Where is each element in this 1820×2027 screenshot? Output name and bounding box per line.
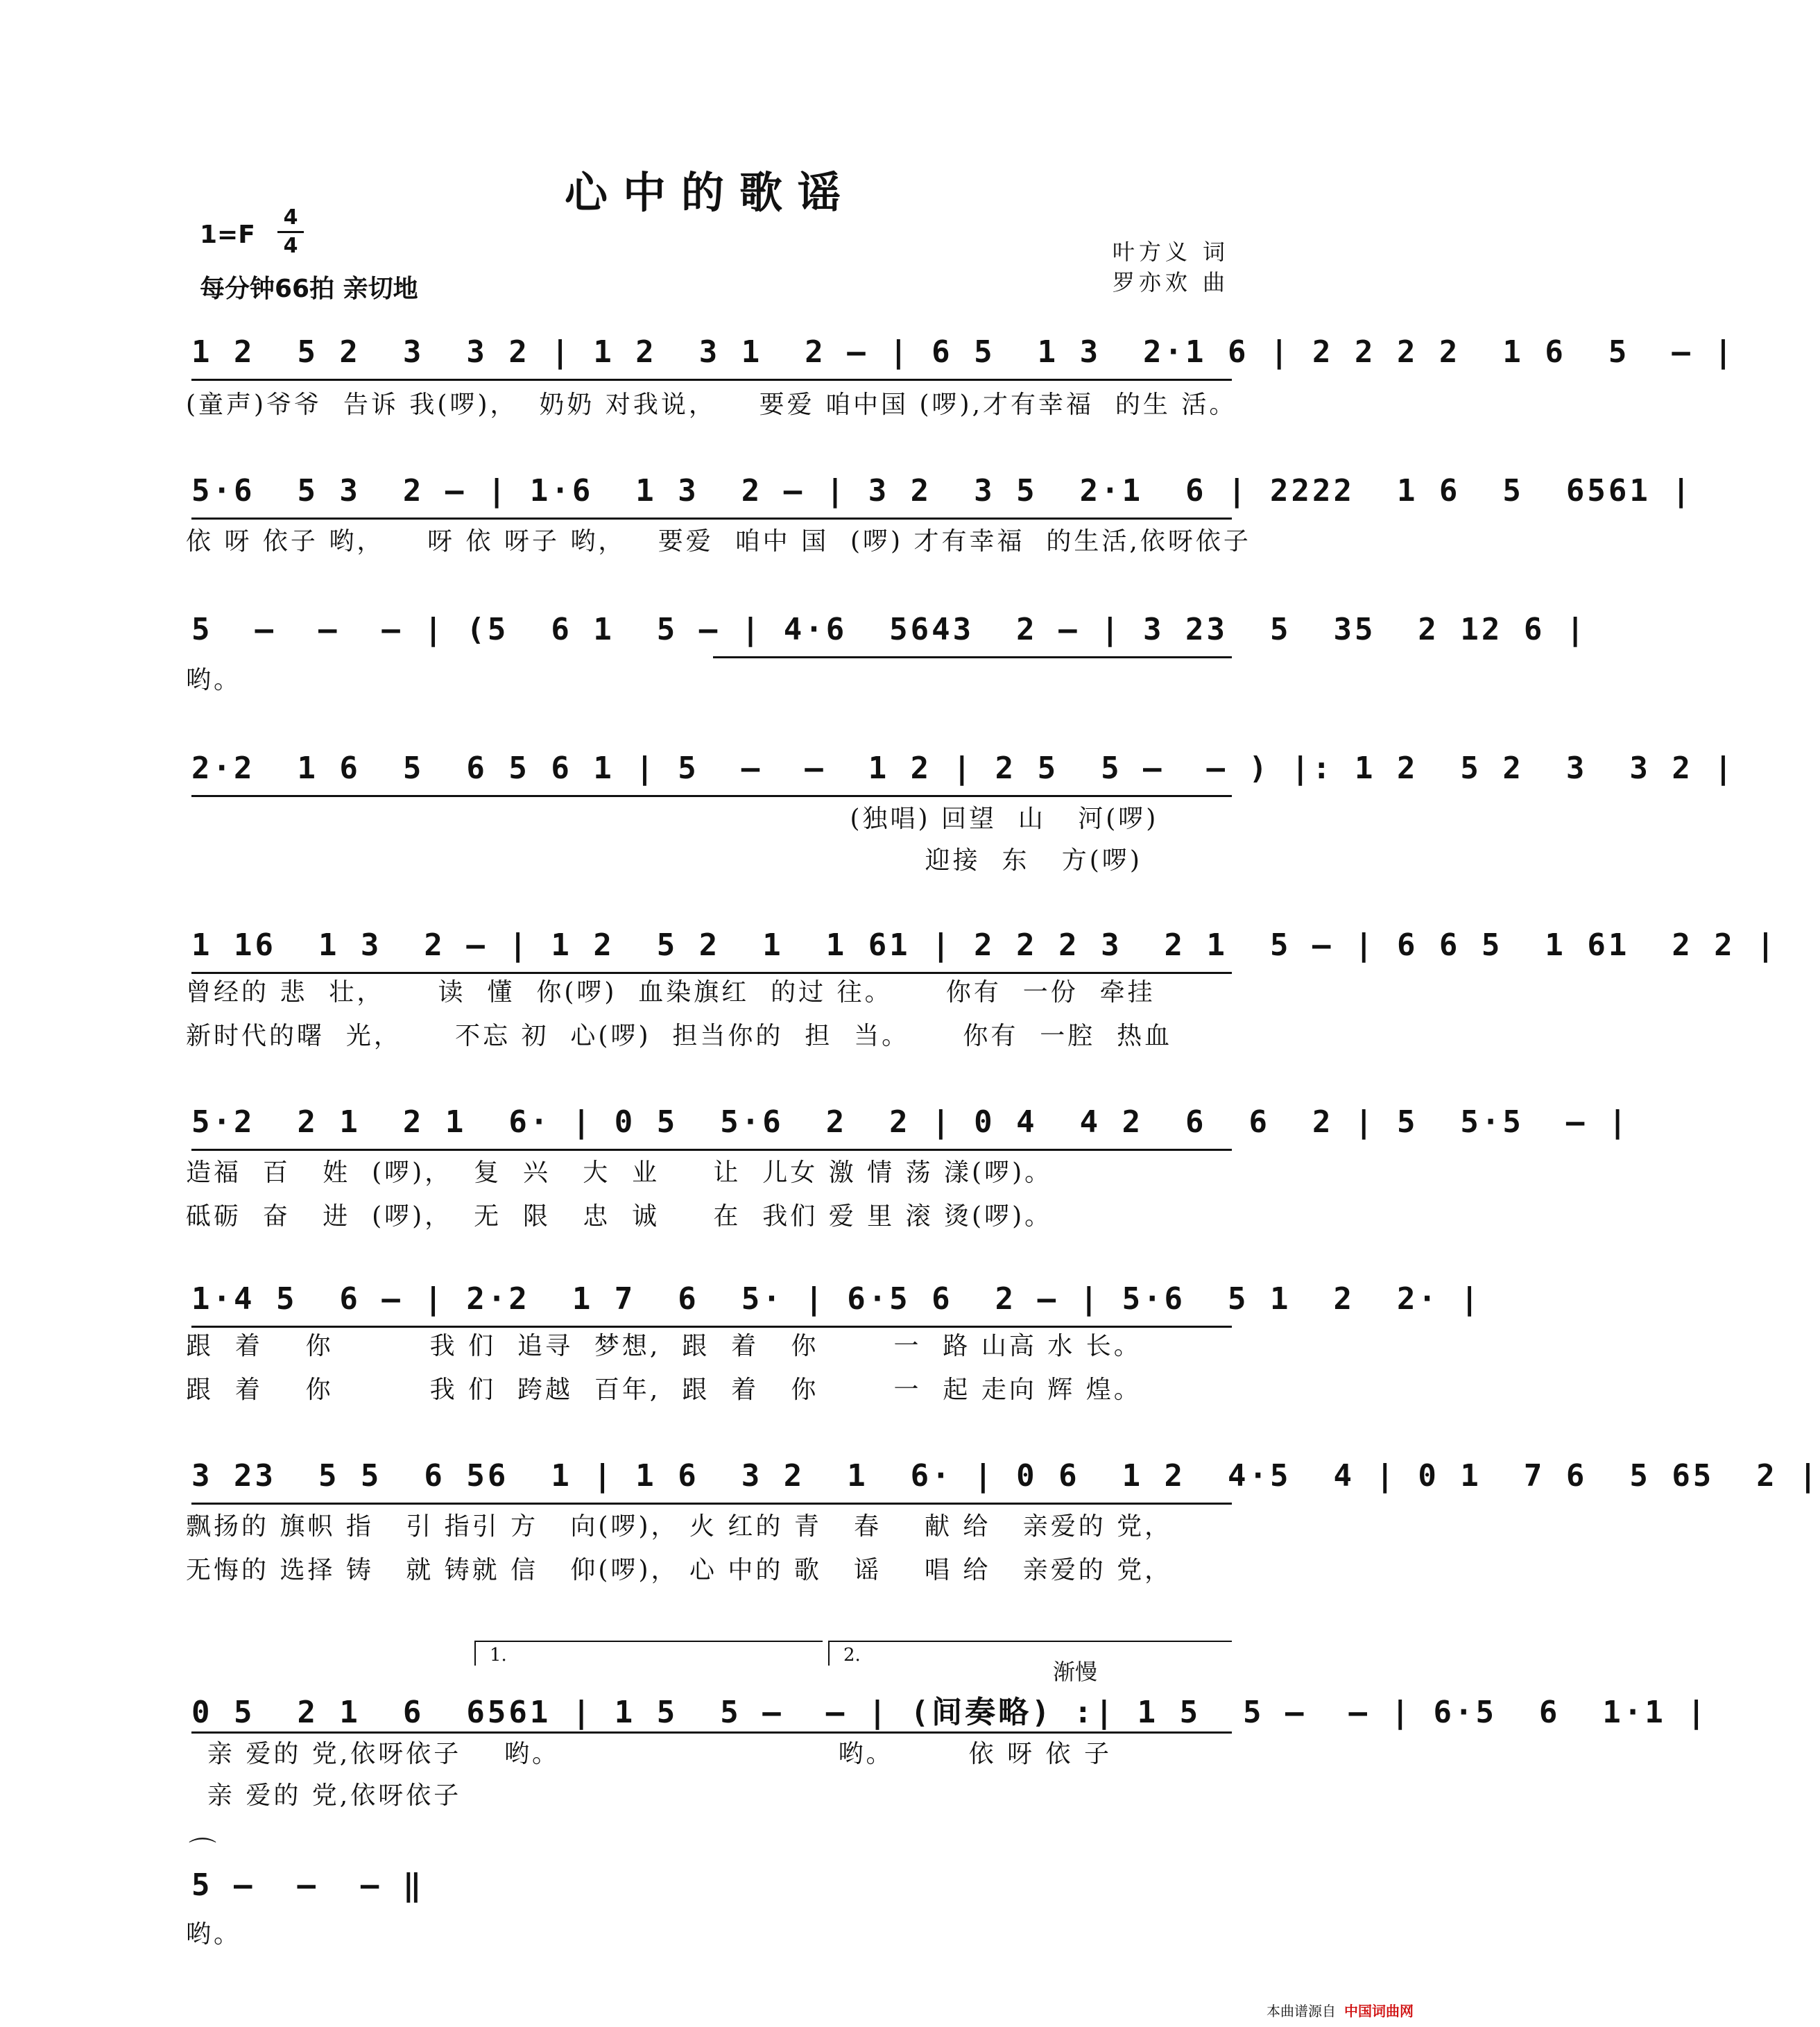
- footer-source: [1267, 2000, 1414, 2020]
- lyric-line-10-verse-1: 哟。: [186, 1920, 242, 1949]
- volta-1-label: 1.: [490, 1645, 507, 1666]
- notes-line-9: 0 5 2 1 6 6561 | 1 5 5 — — | (间奏略) :| 1 5 5 — — | 6·5 6 1·1 |: [191, 1695, 1708, 1730]
- lyric-line-1-verse-1: (童声)爷爷 告诉 我(啰)， 奶奶 对我说， 要爱 咱中国 (啰),才有幸福 的生 活。: [186, 391, 1237, 419]
- beam: [191, 1731, 1232, 1734]
- notes-line-8: 3 23 5 5 6 56 1 | 1 6 3 2 1 6· | 0 6 1 2 4·5 4 | 0 1 7 6 5 65 2 |: [191, 1458, 1820, 1494]
- lyric-line-5-verse-2: 新时代的曙 光， 不忘 初 心(啰) 担当你的 担 当。 你有 一腔 热血: [186, 1022, 1173, 1050]
- meter-bottom: 4: [283, 234, 298, 258]
- ritardando-marking: 渐慢: [1053, 1659, 1098, 1685]
- lyricist-credit: 叶方义 词: [1112, 239, 1229, 265]
- composer-credit: 罗亦欢 曲: [1112, 269, 1229, 296]
- beam: [713, 656, 1232, 658]
- volta-second-ending: [828, 1641, 1232, 1666]
- meter-divider: [277, 231, 304, 233]
- footer-source-text: 本曲谱源自: [1267, 2003, 1336, 2019]
- lyric-line-7-verse-2: 跟 着 你 我 们 跨越 百年, 跟 着 你 一 起 走向 辉 煌。: [186, 1376, 1142, 1404]
- lyric-line-9-verse-1: 亲 爱的 党,依呀依子 哟。 哟。 依 呀 依 子: [186, 1740, 1112, 1768]
- lyric-line-6-verse-2: 砥砺 奋 进 (啰)， 无 限 忠 诚 在 我们 爱 里 滚 烫(啰)。: [186, 1202, 1053, 1231]
- notes-line-1: 1 2 5 2 3 3 2 | 1 2 3 1 2 — | 6 5 1 3 2·1 6 | 2 2 2 2 1 6 5 — |: [191, 334, 1735, 370]
- staff-line-10: [186, 1867, 1240, 1935]
- beam: [191, 795, 1232, 797]
- notes-line-6: 5·2 2 1 2 1 6· | 0 5 5·6 2 2 | 0 4 4 2 6 6 2 | 5 5·5 — |: [191, 1104, 1630, 1140]
- notes-line-5: 1 16 1 3 2 — | 1 2 5 2 1 1 61 | 2 2 2 3 2 1 5 — | 6 6 5 1 61 2 2 |: [191, 927, 1778, 963]
- page-title: 心中的歌谣: [564, 167, 856, 218]
- lyric-line-8-verse-1: 飘扬的 旗帜 指 引 指引 方 向(啰)， 火 红的 青 春 献 给 亲爱的 党，: [186, 1512, 1173, 1541]
- meter-top: 4: [283, 205, 298, 230]
- lyric-line-6-verse-1: 造福 百 姓 (啰)， 复 兴 大 业 让 儿女 激 情 荡 漾(啰)。: [186, 1158, 1053, 1187]
- lyric-line-3-verse-1: 哟。: [186, 666, 242, 694]
- notes-line-3: 5 — — — | (5 6 1 5 — | 4·6 5643 2 — | 3 23 5 35 2 12 6 |: [191, 612, 1588, 647]
- volta-2-label: 2.: [843, 1645, 861, 1666]
- notes-line-2: 5·6 5 3 2 — | 1·6 1 3 2 — | 3 2 3 5 2·1 6 | 2222 1 6 5 6561 |: [191, 473, 1693, 508]
- footer-site-link[interactable]: 中国词曲网: [1344, 2003, 1414, 2019]
- lyric-line-5-verse-1: 曾经的 悲 壮， 读 懂 你(啰) 血染旗红 的过 往。 你有 一份 牵挂: [186, 978, 1156, 1007]
- volta-first-ending: [474, 1641, 823, 1666]
- beam: [191, 1503, 1232, 1505]
- notes-line-4: 2·2 1 6 5 6 5 6 1 | 5 — — 1 2 | 2 5 5 — — ) |: 1 2 5 2 3 3 2 |: [191, 751, 1735, 786]
- beam: [191, 379, 1232, 381]
- key-signature: 1=F: [200, 221, 255, 249]
- tempo-marking: 每分钟66拍 亲切地: [200, 275, 418, 303]
- beam: [191, 1149, 1232, 1151]
- time-signature: [277, 205, 304, 259]
- lyric-line-4-verse-1: (独唱) 回望 山 河(啰): [186, 805, 1159, 833]
- lyric-line-2-verse-1: 依 呀 依子 哟， 呀 依 呀子 哟， 要爱 咱中 国 (啰) 才有幸福 的生活,依呀依子: [186, 527, 1251, 556]
- fermata-icon: ⌒: [189, 1836, 216, 1868]
- lyric-line-8-verse-2: 无悔的 选择 铸 就 铸就 信 仰(啰)， 心 中的 歌 谣 唱 给 亲爱的 党，: [186, 1556, 1173, 1584]
- lyric-line-9-verse-2: 亲 爱的 党,依呀依子: [186, 1781, 462, 1810]
- lyric-line-4-verse-2: 迎接 东 方(啰): [186, 846, 1142, 875]
- notes-line-10: 5 — — — ‖: [191, 1867, 424, 1903]
- notes-line-7: 1·4 5 6 — | 2·2 1 7 6 5· | 6·5 6 2 — | 5·6 5 1 2 2· |: [191, 1281, 1482, 1317]
- beam: [191, 518, 1232, 520]
- staff-line-3: [186, 612, 1588, 680]
- lyric-line-7-verse-1: 跟 着 你 我 们 追寻 梦想, 跟 着 你 一 路 山高 水 长。: [186, 1332, 1142, 1360]
